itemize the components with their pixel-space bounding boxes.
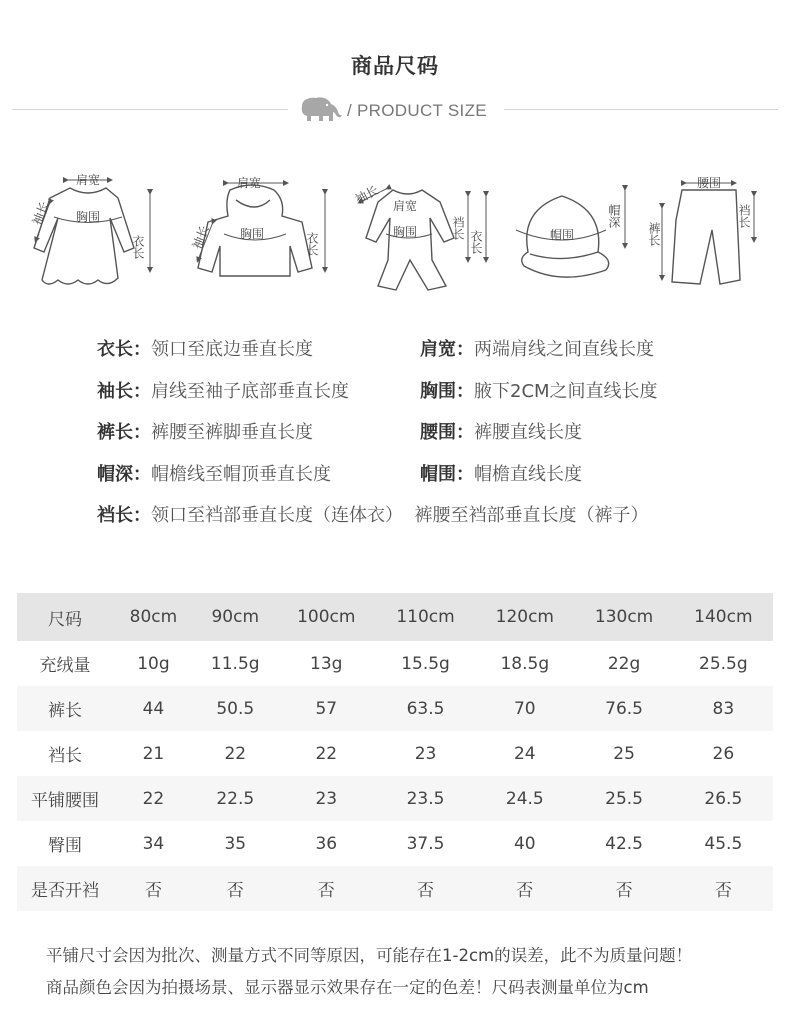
def-term: 袖长： — [97, 380, 151, 402]
table-cell: 否 — [376, 866, 475, 911]
table-cell: 否 — [574, 866, 673, 911]
def-length — [97, 335, 313, 361]
def-row — [97, 418, 737, 460]
dress-chest-label: 胸围 — [76, 210, 101, 224]
table-header-cell: 110cm — [376, 593, 475, 641]
table-cell: 76.5 — [574, 686, 673, 731]
table-cell: 否 — [194, 866, 277, 911]
table-cell: 25.5g — [699, 653, 748, 674]
def-row — [97, 460, 737, 502]
table-row — [17, 686, 773, 731]
dress-sleeve-label: 袖长 — [29, 199, 52, 228]
jacket-length-label: 衣长 — [305, 232, 319, 256]
romper-crotch-label: 裆长 — [451, 216, 465, 240]
def-term: 衣长： — [97, 339, 151, 360]
table-header-cell: 尺码 — [17, 593, 113, 641]
table-cell: 23.5 — [376, 776, 475, 821]
table-cell: 18.5g — [500, 653, 550, 674]
table-cell: 22g — [607, 653, 641, 674]
romper-shoulder-label: 肩宽 — [393, 199, 418, 213]
def-term: 裤长： — [97, 422, 151, 443]
diagram-svg — [0, 160, 790, 300]
def-desc: 领口至底边垂直长度 — [151, 339, 313, 360]
jacket-shoulder-label: 肩宽 — [237, 176, 262, 190]
table-cell: 26.5 — [674, 776, 773, 821]
table-header-row — [17, 593, 773, 641]
table-cell: 44 — [113, 686, 194, 731]
table-cell: 22 — [315, 743, 338, 764]
table-cell: 裤长 — [17, 686, 113, 731]
table-cell: 13g — [310, 653, 343, 674]
romper-length-label: 衣长 — [469, 230, 483, 254]
table-cell: 否 — [113, 866, 194, 911]
table-cell: 22 — [113, 776, 194, 821]
table-cell: 平铺腰围 — [17, 776, 113, 821]
table-cell: 是否开裆 — [17, 866, 113, 911]
footnotes — [46, 944, 766, 1008]
table-cell: 23 — [414, 743, 437, 764]
table-cell: 34 — [142, 833, 165, 854]
table-cell: 10g — [137, 653, 170, 674]
elephant-icon — [296, 96, 344, 124]
def-row — [97, 377, 737, 419]
table-cell: 24.5 — [475, 776, 574, 821]
romper-chest-label: 胸围 — [393, 225, 418, 239]
measurement-diagrams — [0, 160, 790, 300]
def-desc: 两端肩线之间直线长度 — [474, 339, 654, 360]
def-term: 腰围： — [420, 422, 474, 443]
table-header-cell: 120cm — [475, 593, 574, 641]
table-cell: 15.5g — [401, 653, 450, 674]
def-hat-circ — [420, 460, 582, 486]
def-shoulder — [420, 335, 654, 361]
footnote: 商品颜色会因为拍摄场景、显示器显示效果存在一定的色差！尺码表测量单位为cm — [46, 978, 649, 997]
table-cell: 24 — [513, 743, 536, 764]
table-cell: 臀围 — [48, 836, 82, 856]
romper-sleeve-label: 袖长 — [352, 183, 381, 207]
pants-waist-label: 腰围 — [697, 176, 722, 190]
table-cell: 22 — [224, 743, 247, 764]
size-table — [17, 593, 773, 911]
table-header-cell: 140cm — [674, 593, 773, 641]
table-row — [17, 731, 773, 776]
table-cell: 57 — [277, 686, 376, 731]
def-hat-depth — [97, 460, 331, 486]
def-term: 帽深： — [97, 463, 151, 485]
def-crotch — [97, 501, 648, 527]
def-desc: 帽檐直线长度 — [474, 463, 582, 485]
pants-length-label: 裤长 — [647, 222, 661, 246]
table-cell: 40 — [513, 833, 536, 854]
divider-right — [504, 109, 778, 110]
table-cell: 35 — [224, 833, 247, 854]
measurement-definitions — [97, 335, 737, 543]
table-cell: 21 — [142, 743, 165, 764]
def-desc: 帽檐线至帽顶垂直长度 — [151, 463, 331, 485]
table-header-cell: 80cm — [113, 593, 194, 641]
def-desc: 肩线至袖子底部垂直长度 — [151, 380, 349, 402]
table-cell: 26 — [712, 743, 735, 764]
def-row — [97, 335, 737, 377]
def-desc: 腋下2CM之间直线长度 — [474, 380, 658, 402]
table-cell: 42.5 — [605, 833, 643, 854]
def-sleeve — [97, 377, 349, 403]
table-row — [17, 821, 773, 866]
table-cell: 22.5 — [194, 776, 277, 821]
def-waist — [420, 418, 582, 444]
table-cell: 45.5 — [704, 833, 743, 854]
table-row — [17, 776, 773, 821]
pants-outline — [672, 190, 740, 284]
table-cell: 否 — [277, 866, 376, 911]
def-desc: 领口至裆部垂直长度（连体衣） 裤腰至裆部垂直长度（裤子） — [151, 505, 649, 526]
table-cell: 25.5 — [574, 776, 673, 821]
table-header-cell: 100cm — [277, 593, 376, 641]
def-pants-length — [97, 418, 313, 444]
def-term: 帽围： — [420, 463, 474, 485]
table-cell: 25 — [613, 743, 635, 764]
table-cell: 37.5 — [406, 833, 445, 854]
def-term: 裆长： — [97, 505, 151, 526]
def-term: 肩宽： — [420, 339, 474, 360]
dress-length-label: 衣长 — [131, 235, 145, 259]
page-title: 商品尺码 — [351, 54, 439, 78]
table-cell: 83 — [674, 686, 773, 731]
def-row — [97, 501, 737, 543]
table-cell: 23 — [277, 776, 376, 821]
jacket-sleeve-label: 袖长 — [189, 223, 212, 252]
table-cell: 否 — [475, 866, 574, 911]
dress-outline — [34, 188, 134, 284]
table-row — [17, 641, 773, 686]
pants-crotch-label: 裆长 — [737, 204, 751, 228]
table-cell: 63.5 — [376, 686, 475, 731]
subtitle-row — [12, 96, 778, 124]
dress-shoulder-label: 肩宽 — [76, 173, 101, 187]
table-cell: 36 — [315, 833, 338, 854]
table-cell: 裆长 — [48, 746, 82, 766]
def-desc: 裤腰直线长度 — [474, 422, 582, 443]
table-header-cell: 90cm — [194, 593, 277, 641]
jacket-chest-label: 胸围 — [240, 227, 265, 241]
def-desc: 裤腰至裤脚垂直长度 — [151, 422, 313, 443]
hat-depth-label: 帽深 — [607, 204, 621, 228]
table-row — [17, 866, 773, 911]
table-cell: 11.5g — [210, 653, 260, 674]
hat-circ-label: 帽围 — [550, 228, 575, 242]
table-header-cell: 130cm — [574, 593, 673, 641]
table-cell: 70 — [475, 686, 574, 731]
def-chest — [420, 377, 658, 403]
table-cell: 否 — [674, 866, 773, 911]
def-term: 胸围： — [420, 380, 474, 402]
table-cell: 50.5 — [194, 686, 277, 731]
subtitle: / PRODUCT SIZE — [347, 101, 487, 120]
divider-left — [12, 109, 288, 110]
table-cell: 充绒量 — [39, 656, 91, 676]
footnote: 平铺尺寸会因为批次、测量方式不同等原因，可能存在1-2cm的误差，此不为质量问题！ — [46, 946, 693, 965]
